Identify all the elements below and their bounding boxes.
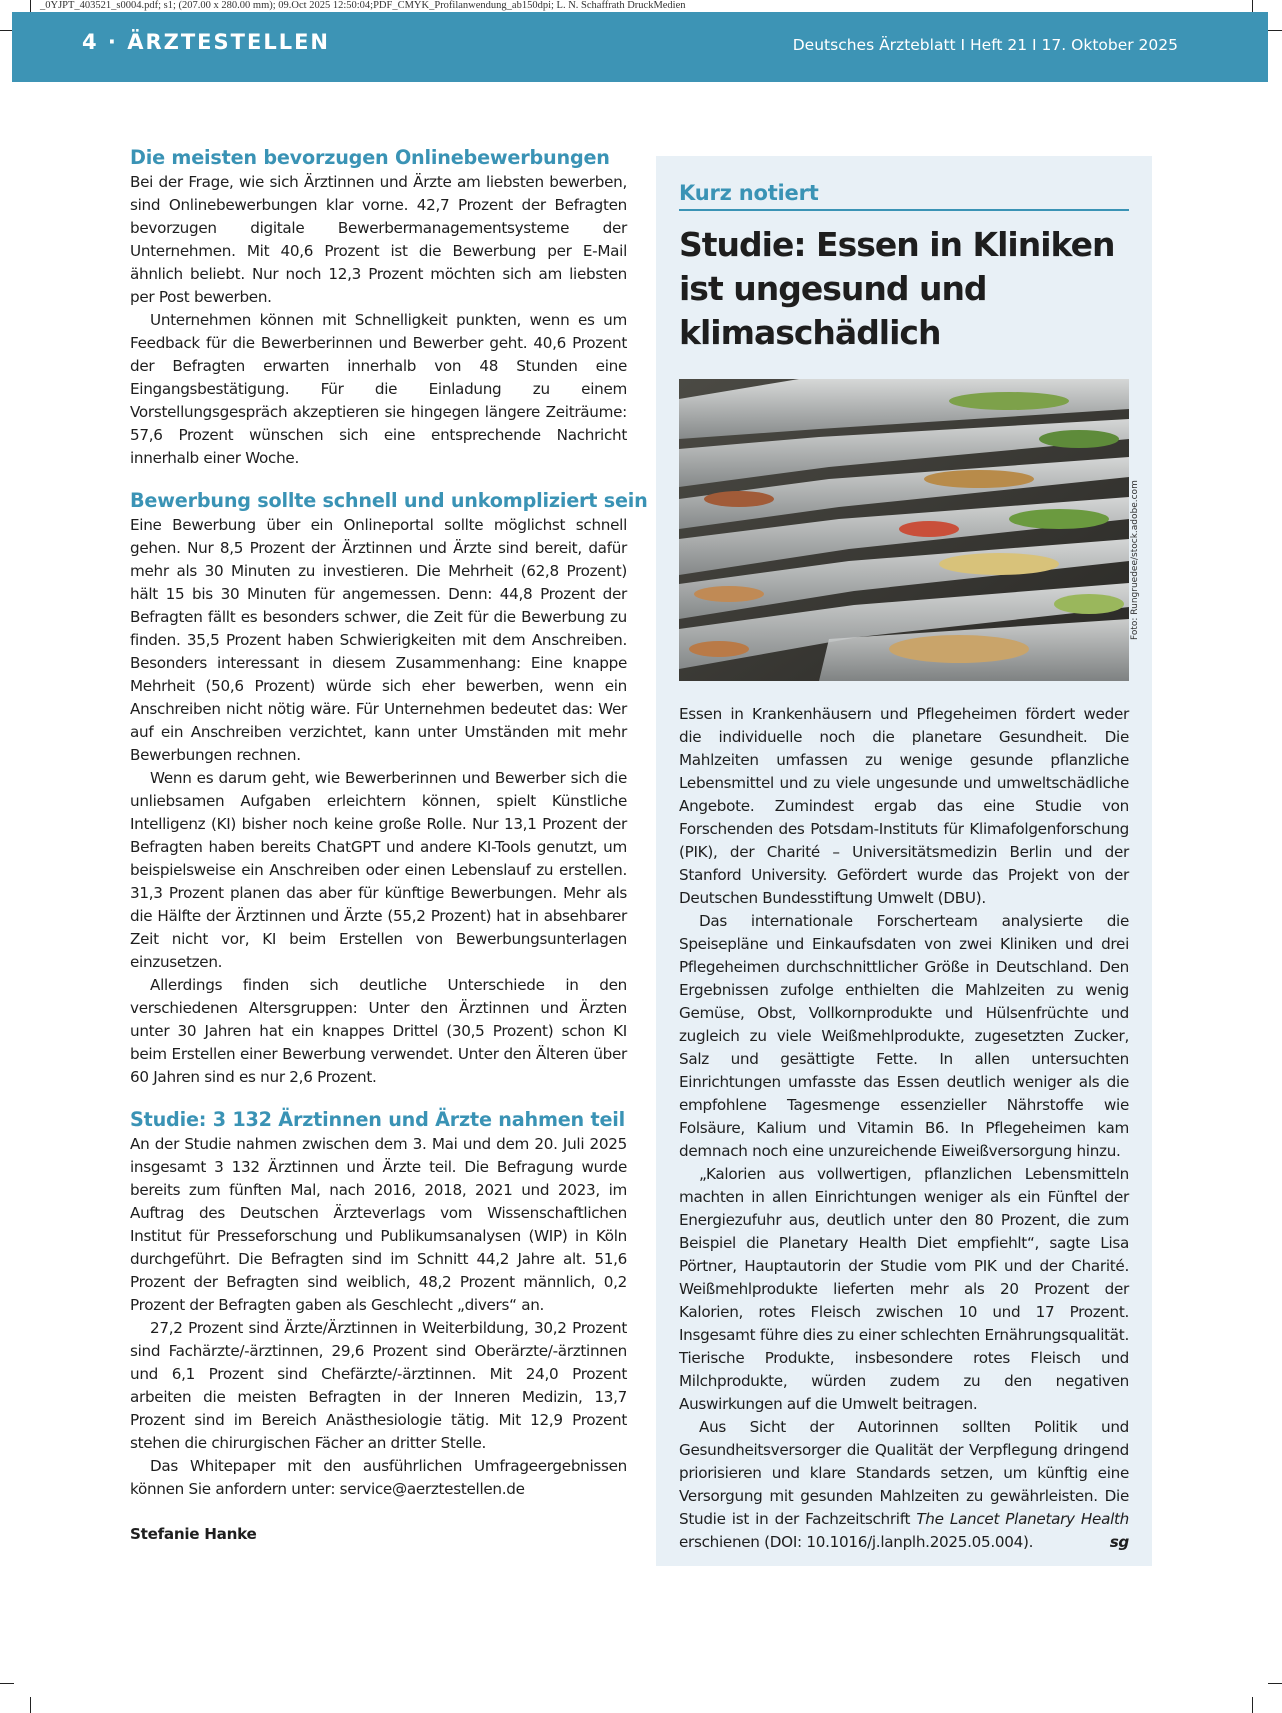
section-title: 4 · ÄRZTESTELLEN [82, 30, 331, 54]
paragraph: Das internationale Forscherteam analysierte die Speisepläne und Einkaufsdaten von zwei Kliniken und drei Pflegeheimen durchschnittlicher Größe in Deutschland. Den Ergebnissen zufolge enthielten die Mahlzeiten zu wenig Gemüse, Obst, Vollkornprodukte und Hülsenfrüchte und zugleich zu viele Weißmehlprodukte, zugesetzten Zucker, Salz und gesättigte Fette. In allen untersuchten Einrichtungen umfasste das Essen deutlich weniger als die empfohlene Tagesmenge essenzieller Nährstoffe wie Folsäure, Kalium und Vitamin B6. In Pflegeheimen kam demnach noch eine unzureichende Eiweißversorgung hinzu. [679, 912, 1129, 1160]
print-slug: _0YJPT_403521_s0004.pdf; s1; (207.00 x 280.00 mm); 09.Oct 2025 12:50:04;PDF_CMYK_Profilanwendung_ab150dpi; L. N. Schaffrath DruckMedien [40, 0, 686, 11]
paragraph: An der Studie nahmen zwischen dem 3. Mai und dem 20. Juli 2025 insgesamt 3 132 Ärztinnen und Ärzte teil. Die Befragung wurde bereits zum fünften Mal, nach 2016, 2018, 2021 und 2023, im Auftrag des Deutschen Ärzteverlags vom Wissenschaftlichen Institut für Presseforschung und Publikumsanalysen (WIP) in Köln durchgeführt. Die Befragten sind im Schnitt 44,2 Jahre alt. 51,6 Prozent der Befragten sind weiblich, 48,2 Prozent männlich, 0,2 Prozent der Befragten gaben als Geschlecht „divers“ an. [130, 1135, 627, 1314]
sidebar-box [656, 156, 1152, 1566]
crop-mark [30, 1697, 31, 1713]
header-banner [12, 12, 1268, 82]
text-run: erschienen (DOI: 10.1016/j.lanplh.2025.05.004). [679, 1533, 1034, 1551]
paragraph: Wenn es darum geht, wie Bewerberinnen und Bewerber sich die unliebsamen Aufgaben erleichtern können, spielt Künstliche Intelligenz (KI) bisher noch keine große Rolle. Nur 13,1 Prozent der Befragten haben bereits ChatGPT und andere KI-Tools genutzt, um beispielsweise ein Anschreiben oder einen Lebenslauf zu erstellen. 31,3 Prozent planen das aber für künftige Bewerbungen. Mehr als die Hälfte der Ärztinnen und Ärzte (55,2 Prozent) hat in absehbarer Zeit nicht vor, KI beim Erstellen von Bewerbungsunterlagen einzusetzen. [130, 769, 627, 971]
paragraph: Das Whitepaper mit den ausführlichen Umfrageergebnissen können Sie anfordern unter: service@aerztestellen.de [130, 1457, 627, 1498]
journal-name: The Lancet Planetary Health [916, 1510, 1129, 1528]
box-kicker: Kurz notiert [679, 181, 1129, 211]
paragraph-final [679, 1416, 1129, 1554]
crop-mark [1252, 1697, 1253, 1713]
left-column [130, 145, 648, 1543]
food-trays-photo [679, 379, 1129, 681]
author-name: Stefanie Hanke [130, 1525, 257, 1543]
subheading: Bewerbung sollte schnell und unkompliziert sein [130, 489, 648, 512]
crop-mark [0, 1683, 14, 1684]
subheading: Die meisten bevorzugen Onlinebewerbungen [130, 146, 610, 169]
paragraph: Eine Bewerbung über ein Onlineportal sollte möglichst schnell gehen. Nur 8,5 Prozent der Ärztinnen und Ärzte sind bereit, dafür mehr als 30 Minuten zu investieren. Die Mehrheit (62,8 Prozent) hält 15 bis 30 Minuten für angemessen. Denn: 44,8 Prozent der Befragten fällt es besonders schwer, die Zeit für die Bewerbung zu finden. 35,5 Prozent haben Schwierigkeiten mit dem Anschreiben. Besonders interessant in diesem Zusammenhang: Eine knappe Mehrheit (50,6 Prozent) würde sich eher bewerben, wenn ein Anschreiben nicht nötig wäre. Für Unternehmen bedeutet das: Wer auf ein Anschreiben verzichtet, kann unter Umständen mit mehr Bewerbungen rechnen. [130, 516, 627, 764]
paragraph: Bei der Frage, wie sich Ärztinnen und Ärzte am liebsten bewerben, sind Onlinebewerbungen klar vorne. 42,7 Prozent der Befragten bevorzugen digitale Bewerbermanagementsysteme der Unternehmen. Mit 40,6 Prozent ist die Bewerbung per E-Mail ähnlich beliebt. Nur noch 12,3 Prozent möchten sich am liebsten per Post bewerben. [130, 173, 627, 306]
paragraph: Unternehmen können mit Schnelligkeit punkten, wenn es um Feedback für die Bewerberinnen und Bewerber geht. 40,6 Prozent der Befragten erwarten innerhalb von 48 Stunden eine Eingangsbestätigung. Für die Einladung zu einem Vorstellungsgespräch akzeptieren sie hingegen längere Zeiträume: 57,6 Prozent wünschen sich eine entsprechende Nachricht innerhalb einer Woche. [130, 311, 627, 467]
photo-credit-text: Foto: Rungruedee/stock.adobe.com [1130, 480, 1140, 640]
author-signature: sg [1109, 1533, 1129, 1551]
box-title: Studie: Essen in Kliniken ist ungesund und klimaschädlich [679, 225, 1115, 352]
paragraph: „Kalorien aus vollwertigen, pflanzlichen Lebensmitteln machten in allen Einrichtungen weniger als ein Fünftel der Energiezufuhr aus, deutlich unter den 80 Prozent, die zum Beispiel die Planetary Health Diet empfiehlt“, sagte Lisa Pörtner, Hauptautorin der Studie vom PIK und der Charité. Weißmehlprodukte lieferten mehr als 20 Prozent der Kalorien, rotes Fleisch zwischen 10 und 17 Prozent. Insgesamt führe dies zu einer schlechten Ernährungsqualität. Tierische Produkte, insbesondere rotes Fleisch und Milchprodukte, würden zudem zu den negativen Auswirkungen auf die Umwelt beitragen. [679, 1165, 1129, 1413]
subheading: Studie: 3 132 Ärztinnen und Ärzte nahmen teil [130, 1108, 626, 1131]
photo-credit [1130, 480, 1144, 640]
crop-mark [1268, 1683, 1282, 1684]
text-run: Aus Sicht der Autorinnen sollten Politik und Gesundheitsversorger die Qualität der Verpflegung dringend priorisieren und klare Standards setzen, um künftig eine Versorgung mit gesunden Mahlzeiten zu gewährleisten. Die Studie ist in der Fachzeitschrift [679, 1418, 1129, 1528]
paragraph: 27,2 Prozent sind Ärzte/Ärztinnen in Weiterbildung, 30,2 Prozent sind Fachärzte/-ärztinnen, 29,6 Prozent sind Oberärzte/-ärztinnen und 6,1 Prozent sind Chefärzte/-ärztinnen. Mit 24,0 Prozent arbeiten die meisten Befragten in der Inneren Medizin, 13,7 Prozent sind im Bereich Anästhesiologie tätig. Mit 12,9 Prozent stehen die chirurgischen Fächer an dritter Stelle. [130, 1319, 627, 1452]
paragraph: Allerdings finden sich deutliche Unterschiede in den verschiedenen Altersgruppen: Unter den Ärztinnen und Ärzten unter 30 Jahren hat ein knappes Drittel (30,5 Prozent) schon KI beim Erstellen einer Bewerbung verwendet. Unter den Älteren über 60 Jahren sind es nur 2,6 Prozent. [130, 976, 627, 1086]
paragraph: Essen in Krankenhäusern und Pflegeheimen fördert weder die individuelle noch die planetare Gesundheit. Die Mahlzeiten umfassen zu wenige gesunde pflanzliche Lebensmittel und zu viele ungesunde und umweltschädliche Angebote. Zumindest ergab das eine Studie von Forschenden des Potsdam-Instituts für Klimafolgenforschung (PIK), der Charité – Universitätsmedizin Berlin und der Stanford University. Gefördert wurde das Projekt von der Deutschen Bundesstiftung Umwelt (DBU). [679, 705, 1129, 907]
crop-mark [1268, 30, 1282, 31]
issue-info: Deutsches Ärzteblatt I Heft 21 I 17. Oktober 2025 [792, 36, 1178, 54]
photo-illustration [679, 379, 1129, 681]
